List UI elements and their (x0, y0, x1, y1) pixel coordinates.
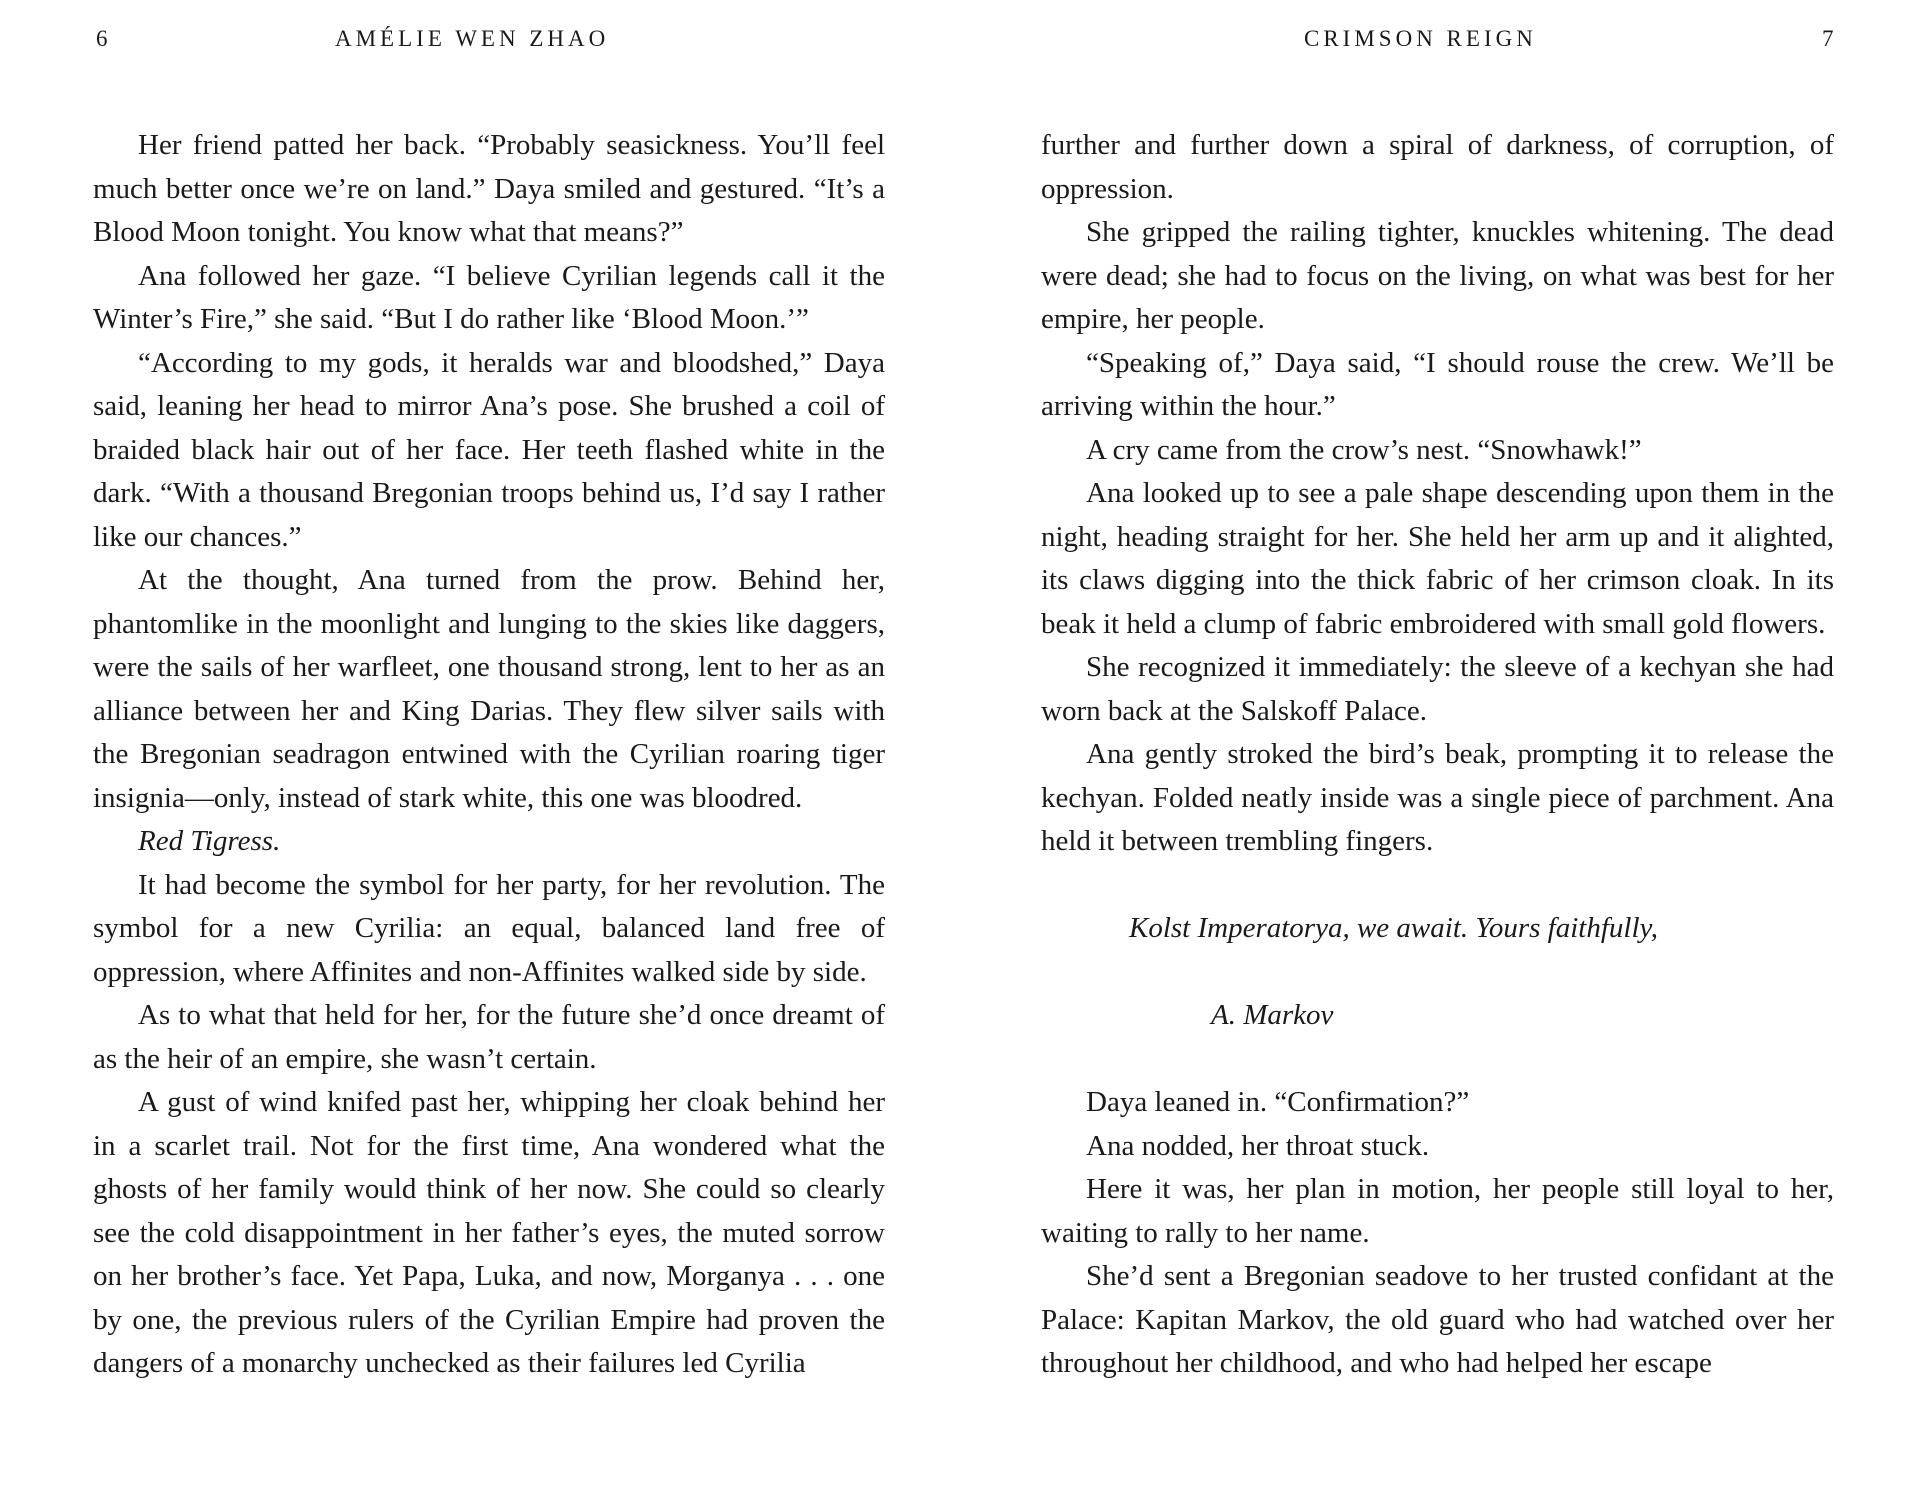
paragraph: At the thought, Ana turned from the prow. Behind her, phantomlike in the moonlight and lunging to the skies like daggers, were the sails of her warfleet, one thousand strong, lent to her as an alliance between her and King Darias. They flew silver sails with the Bregonian seadragon entwined with the Cyrilian roaring tiger insignia—only, instead of stark white, this one was bloodred. (93, 564, 885, 814)
paragraph: “According to my gods, it heralds war and bloodshed,” Daya said, leaning her head to mirror Ana’s pose. She brushed a coil of braided black hair out of her face. Her teeth flashed white in the dark. “With a thousand Bregonian troops behind us, I’d say I rather like our chances.” (93, 346, 885, 553)
page-number: 7 (1822, 26, 1834, 51)
paragraph: Her friend patted her back. “Probably seasickness. You’ll feel much better once we’re on land.” Daya smiled and gestured. “It’s a Blood Moon tonight. You know what that means?” (93, 129, 885, 248)
right-page-body (1041, 124, 1834, 1386)
letter-signature: A. Markov (1211, 999, 1334, 1031)
paragraph: She recognized it immediately: the sleeve of a kechyan she had worn back at the Salskoff Palace. (1041, 651, 1834, 727)
paragraph: She’d sent a Bregonian seadove to her trusted confidant at the Palace: Kapitan Markov, the old guard who had watched over her throughout her childhood, and who had helped her escape (1041, 1260, 1834, 1379)
paragraph: Ana nodded, her throat stuck. (1086, 1129, 1430, 1162)
running-head-title: CRIMSON REIGN (1304, 26, 1537, 51)
paragraph: Daya leaned in. “Confirmation?” (1086, 1086, 1470, 1118)
paragraph: It had become the symbol for her party, for her revolution. The symbol for a new Cyrilia: an equal, balanced land free of oppression, where Affinites and non-Affinites walked side by side. (93, 868, 885, 988)
paragraph: A gust of wind knifed past her, whipping her cloak behind her in a scarlet trail. Not for the first time, Ana wondered what the ghosts of her family would think of her now. She could so clearly see the cold disappointment in her father’s eyes, the muted sorrow on her brother’s face. Yet Papa, Luka, and now, Morganya . . . one by one, the previous rulers of the Cyrilian Empire had proven the dangers of a monarchy unchecked as their failures led Cyrilia (93, 1086, 885, 1379)
paragraph: Ana looked up to see a pale shape descending upon them in the night, heading straight for her. She held her arm up and it alighted, its claws digging into the thick fabric of her crimson cloak. In its beak it held a clump of fabric embroidered with small gold flowers. (1041, 477, 1834, 640)
page-number: 6 (96, 26, 108, 51)
paragraph: “Speaking of,” Daya said, “I should rouse the crew. We’ll be arriving within the hour.” (1041, 346, 1834, 422)
paragraph-continued: further and further down a spiral of darkness, of corruption, of oppression. (1041, 129, 1834, 205)
italic-phrase: Red Tigress. (138, 825, 281, 857)
letter-text: Kolst Imperatorya, we await. Yours faithfully, (1129, 912, 1659, 944)
left-page (0, 0, 954, 1489)
paragraph: As to what that held for her, for the future she’d once dreamt of as the heir of an empire, she wasn’t certain. (93, 999, 885, 1075)
right-page (954, 0, 1909, 1489)
paragraph: Here it was, her plan in motion, her people still loyal to her, waiting to rally to her name. (1041, 1173, 1834, 1249)
paragraph: Ana followed her gaze. “I believe Cyrilian legends call it the Winter’s Fire,” she said. “But I do rather like ‘Blood Moon.’” (93, 259, 885, 335)
paragraph: She gripped the railing tighter, knuckles whitening. The dead were dead; she had to focus on the living, on what was best for her empire, her people. (1041, 216, 1834, 335)
paragraph: Ana gently stroked the bird’s beak, prompting it to release the kechyan. Folded neatly inside was a single piece of parchment. Ana held it between trembling fingers. (1041, 738, 1834, 857)
running-head-author: AMÉLIE WEN ZHAO (335, 26, 610, 51)
left-page-body (93, 124, 885, 1386)
paragraph: A cry came from the crow’s nest. “Snowhawk!” (1086, 433, 1642, 466)
